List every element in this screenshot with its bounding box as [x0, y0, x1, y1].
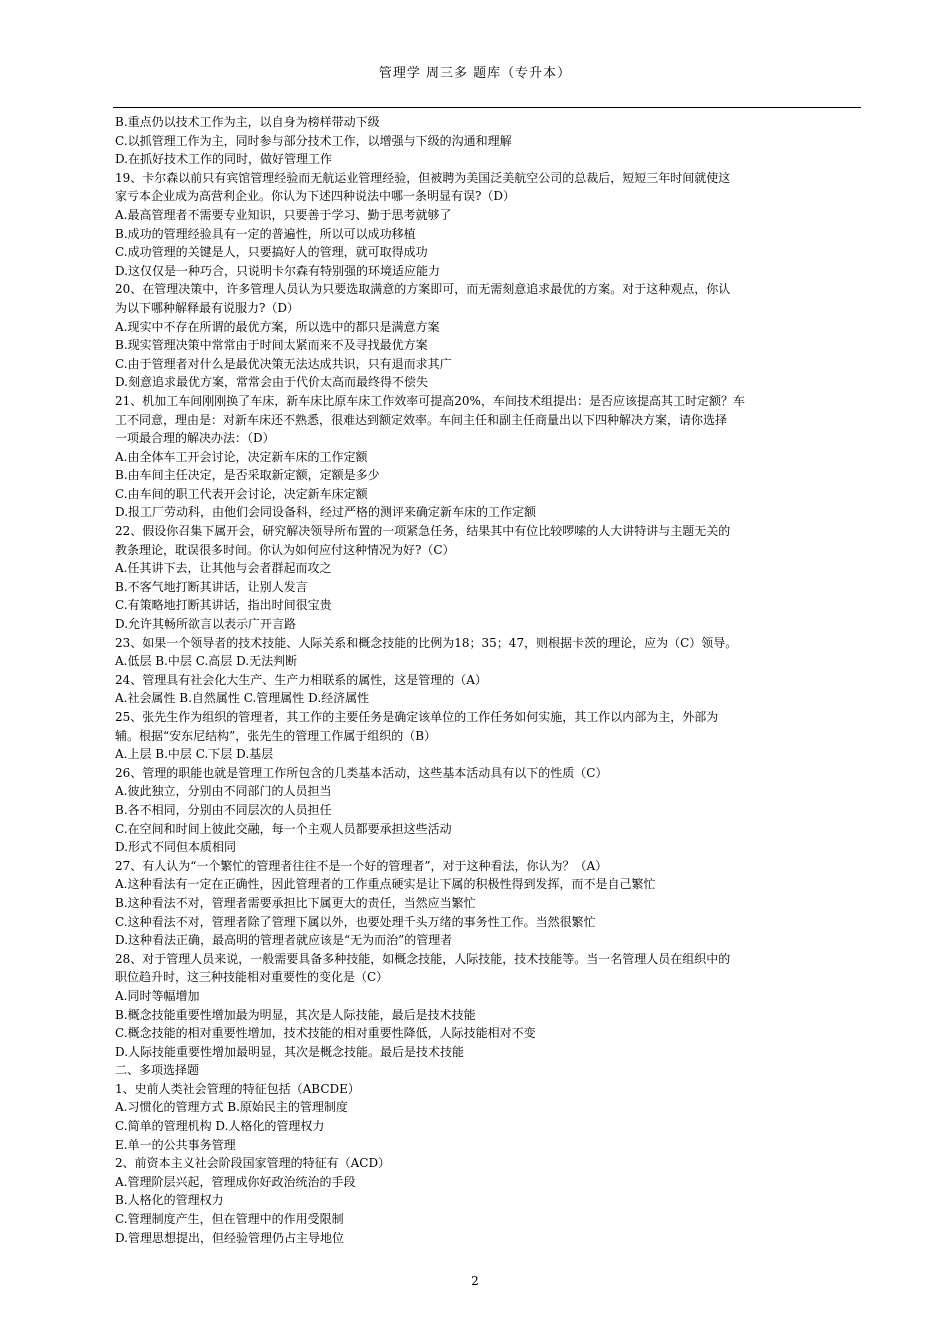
text-line: D.这种看法正确，最高明的管理者就应该是“无为而治”的管理者: [115, 933, 453, 948]
text-line: D.在抓好技术工作的同时，做好管理工作: [115, 152, 333, 167]
text-line: A.管理阶层兴起，管理成你好政治统治的手段: [115, 1174, 356, 1189]
text-line: 二、多项选择题: [115, 1063, 200, 1078]
text-line: 教条理论，耽误很多时间。你认为如何应付这种情况为好?（C）: [115, 542, 455, 557]
text-line: 21、机加工车间刚刚换了车床，新车床比原车床工作效率可提高20%，车间技术组提出：是否应该提高其工时定额？车: [115, 393, 745, 408]
text-line: C.由于管理者对什么是最优决策无法达成共识，只有退而求其广: [115, 356, 452, 371]
text-line: 23、如果一个领导者的技术技能、人际关系和概念技能的比例为18；35；47，则根据卡茨的理论，应为（C）领导。: [115, 635, 738, 650]
page-header-title: 管理学 周三多 题库（专升本）: [378, 66, 572, 81]
text-line: B.各不相同，分别由不同层次的人员担任: [115, 802, 332, 817]
text-line: C.成功管理的关键是人，只要搞好人的管理，就可取得成功: [115, 245, 428, 260]
text-line: B.现实管理决策中常常由于时间太紧而来不及寻找最优方案: [115, 338, 428, 353]
text-line: D.管理思想提出，但经验管理仍占主导地位: [115, 1230, 345, 1245]
text-line: C.这种看法不对，管理者除了管理下属以外，也要处理千头万绪的事务性工作。当然很繁忙: [115, 914, 596, 929]
text-line: B.人格化的管理权力: [115, 1193, 224, 1208]
text-line: A.任其讲下去，让其他与会者群起而攻之: [115, 561, 332, 576]
text-line: B.由车间主任决定，是否采取新定额，定额是多少: [115, 468, 380, 483]
document-body: [115, 113, 855, 1247]
text-line: A.这种看法有一定在正确性，因此管理者的工作重点硬实是让下属的积极性得到发挥，而不是自己繁忙: [115, 877, 656, 892]
header-rule: [113, 107, 861, 108]
text-line: B.这种看法不对，管理者需要承担比下属更大的责任，当然应当繁忙: [115, 895, 476, 910]
text-line: D.报工厂劳动科，由他们会同设备科，经过严格的测评来确定新车床的工作定额: [115, 505, 537, 520]
text-line: C.以抓管理工作为主，同时参与部分技术工作，以增强与下级的沟通和理解: [115, 133, 512, 148]
text-line: 工不同意，理由是：对新车床还不熟悉，很难达到额定效率。车间主任和副主任商量出以下四种解决方案，请你选择: [115, 412, 728, 427]
text-line: 26、管理的职能也就是管理工作所包含的几类基本活动，这些基本活动具有以下的性质（C）: [115, 765, 608, 780]
text-line: B.不客气地打断其讲话，让别人发言: [115, 579, 308, 594]
text-line: 1、史前人类社会管理的特征包括（ABCDE）: [115, 1081, 360, 1096]
text-line: D.形式不同但本质相同: [115, 840, 237, 855]
text-line: A.彼此独立，分别由不同部门的人员担当: [115, 784, 332, 799]
text-line: D.允许其畅所欲言以表示广开言路: [115, 617, 297, 632]
text-line: A.最高管理者不需要专业知识，只要善于学习、勤于思考就够了: [115, 207, 452, 222]
text-line: A.现实中不存在所谓的最优方案，所以选中的都只是满意方案: [115, 319, 440, 334]
text-line: 22、假设你召集下属开会，研究解决领导所布置的一项紧急任务，结果其中有位比较啰嗦的人大讲特讲与主题无关的: [115, 524, 731, 539]
text-line: A.由全体车工开会讨论，决定新车床的工作定额: [115, 449, 368, 464]
text-line: C.由车间的职工代表开会讨论，决定新车床定额: [115, 486, 368, 501]
text-line: 19、卡尔森以前只有宾馆管理经验而无航运业管理经验，但被聘为美国泛美航空公司的总裁后，短短三年时间就使这: [115, 170, 731, 185]
text-line: 20、在管理决策中，许多管理人员认为只要选取满意的方案即可，而无需刻意追求最优的方案。对于这种观点，你认: [115, 282, 731, 297]
text-line: A.低层 B.中层 C.高层 D.无法判断: [115, 654, 298, 669]
text-line: A.社会属性 B.自然属性 C.管理属性 D.经济属性: [115, 691, 370, 706]
text-line: C.有策略地打断其讲话，指出时间很宝贵: [115, 598, 332, 613]
text-line: A.同时等幅增加: [115, 988, 200, 1003]
text-line: 职位趋升时，这三种技能相对重要性的变化是（C）: [115, 970, 389, 985]
text-line: 27、有人认为“一个繁忙的管理者往往不是一个好的管理者”，对于这种看法，你认为？（A）: [115, 858, 608, 873]
text-line: 一项最合理的解决办法：（D）: [115, 431, 275, 446]
text-line: B.概念技能重要性增加最为明显，其次是人际技能，最后是技术技能: [115, 1007, 476, 1022]
text-line: B.成功的管理经验具有一定的普遍性，所以可以成功移植: [115, 226, 416, 241]
text-line: 家亏本企业成为高营利企业。你认为下述四种说法中哪一条明显有误?（D）: [115, 189, 516, 204]
text-line: 24、管理具有社会化大生产、生产力相联系的属性，这是管理的（A）: [115, 672, 487, 687]
text-line: D.刻意追求最优方案，常常会由于代价太高而最终得不偿失: [115, 375, 429, 390]
page-number: 2: [471, 1274, 479, 1288]
text-line: A.习惯化的管理方式 B.原始民主的管理制度: [115, 1100, 348, 1115]
text-line: C.在空间和时间上彼此交融，每一个主观人员都要承担这些活动: [115, 821, 452, 836]
text-line: 25、张先生作为组织的管理者，其工作的主要任务是确定该单位的工作任务如何实施，其工作以内部为主，外部为: [115, 710, 719, 724]
text-line: A.上层 B.中层 C.下层 D.基层: [115, 747, 274, 762]
text-line: 28、对于管理人员来说，一般需要具备多种技能，如概念技能，人际技能，技术技能等。当一名管理人员在组织中的: [115, 951, 731, 966]
text-line: B.重点仍以技术工作为主，以自身为榜样带动下级: [115, 115, 380, 129]
text-line: E.单一的公共事务管理: [115, 1137, 236, 1152]
text-line: C.管理制度产生，但在管理中的作用受限制: [115, 1212, 344, 1227]
text-line: 辅。根据“安东尼结构”，张先生的管理工作属于组织的（B）: [115, 728, 437, 743]
text-line: 2、前资本主义社会阶段国家管理的特征有（ACD）: [115, 1156, 391, 1171]
text-line: C.简单的管理机构 D.人格化的管理权力: [115, 1119, 325, 1134]
text-line: 为以下哪种解释最有说服力?（D）: [115, 300, 300, 315]
text-line: D.这仅仅是一种巧合，只说明卡尔森有特别强的环境适应能力: [115, 263, 441, 278]
text-line: C.概念技能的相对重要性增加，技术技能的相对重要性降低，人际技能相对不变: [115, 1026, 536, 1041]
text-line: D.人际技能重要性增加最明显，其次是概念技能。最后是技术技能: [115, 1044, 465, 1059]
